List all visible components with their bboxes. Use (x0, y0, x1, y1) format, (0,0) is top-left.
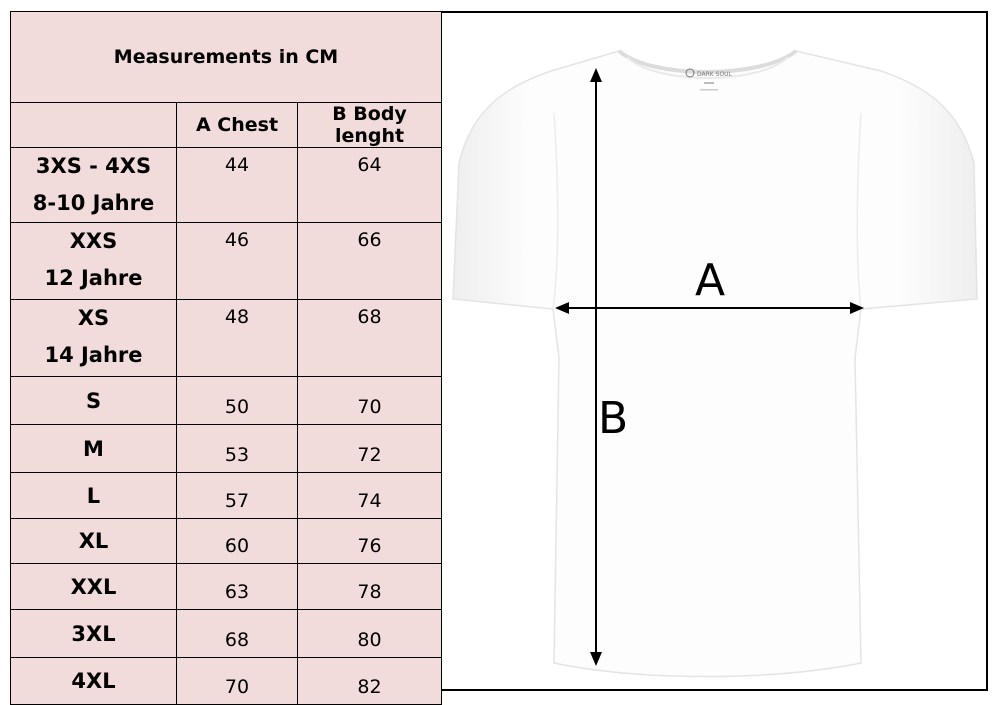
table-row (11, 658, 442, 705)
size-label: S (11, 377, 177, 425)
length-value: 80 (298, 610, 442, 658)
tshirt-illustration (441, 13, 986, 689)
chest-value: 44 (177, 148, 298, 223)
chest-value: 48 (177, 300, 298, 377)
table-row (11, 519, 442, 564)
chest-value: 50 (177, 377, 298, 425)
length-value: 66 (298, 223, 442, 300)
age-label: 14 Jahre (44, 343, 143, 367)
chest-value: 60 (177, 519, 298, 564)
header-length: B Body lenght (298, 103, 442, 148)
header-chest: A Chest (177, 103, 298, 148)
size-cell (11, 300, 177, 377)
length-value: 64 (298, 148, 442, 223)
chest-value: 57 (177, 473, 298, 519)
length-value: 82 (298, 658, 442, 705)
size-label: L (11, 473, 177, 519)
table-row (11, 223, 442, 300)
size-cell (11, 223, 177, 300)
table-title: Measurements in CM (11, 12, 442, 103)
chest-value: 63 (177, 564, 298, 610)
table-row (11, 148, 442, 223)
chest-value: 70 (177, 658, 298, 705)
tshirt-drawing (441, 13, 986, 689)
size-label: XXL (11, 564, 177, 610)
table-row (11, 473, 442, 519)
table-row (11, 610, 442, 658)
length-value: 78 (298, 564, 442, 610)
age-label: 12 Jahre (44, 266, 143, 290)
size-cell (11, 148, 177, 223)
length-value: 70 (298, 377, 442, 425)
size-label: XL (11, 519, 177, 564)
age-label: 8-10 Jahre (32, 191, 155, 215)
chest-value: 68 (177, 610, 298, 658)
size-label: 3XS - 4XS (35, 154, 152, 178)
table-row (11, 377, 442, 425)
size-label: 3XL (11, 610, 177, 658)
length-value: 72 (298, 425, 442, 473)
table-row (11, 564, 442, 610)
length-value: 76 (298, 519, 442, 564)
chest-value: 53 (177, 425, 298, 473)
brand-label-text: DARK SOUL (697, 71, 732, 78)
header-size (11, 103, 177, 148)
chest-marker-label: A (695, 255, 726, 306)
chest-value: 46 (177, 223, 298, 300)
tshirt-body (453, 51, 977, 677)
size-label: XXS (69, 229, 118, 253)
header-row (11, 103, 442, 148)
length-value: 68 (298, 300, 442, 377)
size-label: M (11, 425, 177, 473)
title-row (11, 12, 442, 103)
size-label: XS (77, 306, 110, 330)
length-value: 74 (298, 473, 442, 519)
table-row (11, 300, 442, 377)
size-table (10, 11, 442, 705)
size-label: 4XL (11, 658, 177, 705)
length-marker-label: B (598, 393, 629, 444)
table-row (11, 425, 442, 473)
